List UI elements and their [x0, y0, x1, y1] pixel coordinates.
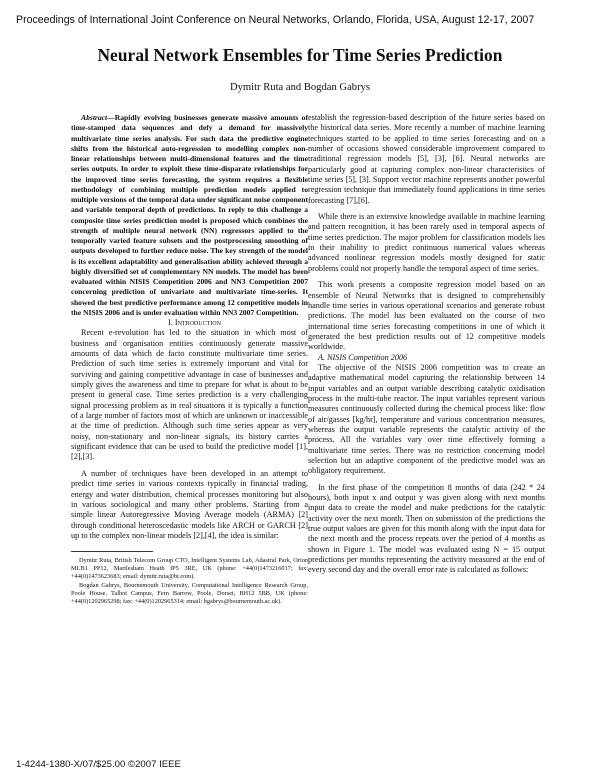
paper-title: Neural Network Ensembles for Time Series Prediction — [97, 45, 503, 65]
paper-authors: Dymitr Ruta and Bogdan Gabrys — [229, 82, 371, 93]
subsection-paragraph: In the first phase of the competition 8 months of data (242 * 24 hours), both input x and output y was given along with next months input data to create the model and make predictions for the catalytic activity over the next month. Then on submission of the predictions the true output values are given for this month along with the input data for the next month and the process repeats over the period of 4 months as shown in Figure 1. The model was evaluated using N = 15 output predictions per months representing the activity measured at the end of every second day and the overall error rate is calculated as follows: — [308, 482, 545, 575]
footnote-rule — [71, 551, 153, 552]
footnote-ruta: Dymitr Ruta, British Telecom Group CTO, Intelligent Systems Lab, Adastral Park, Orion MLB1 PP12, Martlesham Heath IP5 3RE, UK (phone: +44(0)1473216017; fax: +44(0)1473623683; email: dymitr.ruta@bt.com). — [71, 557, 308, 581]
right-column — [308, 113, 545, 576]
intro-paragraph: Recent e-revolution has led to the situation in which most of business and organisation entities continuously generate massive amounts of data which de facto constitute multivariate time series. Prediction of such time series is extremely important and vital for surviving and gaining competitive advantage in case of businesses and simply gives the awareness and time to prepare for what is about to be present in general case. Time series prediction is a very challenging signal processing problem as in real situations it is typically a function of a large number of factors most of which are unknown or inaccessible at the time of prediction. Although such time series appear as very noisy, non-stationary and non-linear signals, its history carries a significant evidence that can be used to build the predictive model [1],[2],[3]. — [71, 328, 308, 462]
body-paragraph: This work presents a composite regression model based on an ensemble of Neural Networks that is designed to comprehensibly handle time series in various operational scenarios and generate robust predictions. The model has been evaluated on the course of two international time series forecasting competitions in one of which it generated the best prediction results out of 12 competitive models worldwide. — [308, 280, 545, 352]
body-paragraph: establish the regression-based description of the future series based on the historical data series. More recently a number of machine learning techniques started to be applied to time series forecasting and on a number of occasions showed considerable improvement compared to traditional regression models [5], [3], [6]. Neural networks are particularly good at capturing complex non-linear characteristics of time series [5], [3]. Support vector machine represents another powerful regression technique that immediately found applications in time series forecasting [7],[6]. — [308, 113, 545, 205]
abstract-dash: — — [107, 113, 115, 122]
intro-paragraph: A number of techniques have been developed in an attempt to predict time series in various contexts typically in financial trading, energy and water distribution, chemical processes monitoring but also in various sociological and many other problems. Starting from a simple linear Autoregressive Moving Average models (ARMA) [2] through conditional heteroscedastic models like ARCH or GARCH [2] up to the complex non-linear models [2],[4], the idea is similar: — [71, 468, 308, 540]
abstract-text: Rapidly evolving businesses generate massive amounts of time-stamped data sequences and defy a demand for massively multivariate time series analysis. For such data the predictive engine shifts from the historical auto-regression to modelling complex non-linear relationships between multi-dimensional features and the time series outputs. In order to exploit these time-disparate relationships for the improved time series forecasting, the system requires a flexible methodology of combining multiple prediction models applied to multiple versions of the temporal data under significant noise component and variable temporal depth of predictions. In reply to this challenge a composite time series prediction model is proposed which combines the strength of multiple neural network (NN) regressors applied to the temporally varied feature subsets and the postprocessing smoothing of outputs developed to further reduce noise. The key strength of the model is its excellent adaptability and generalisation ability achieved through a highly diversified set of complementary NN models. The model has been evaluated within NISIS Competition 2006 and NN3 Competition 2007 concerning prediction of univariate and multivariate time-series. It showed the best predictive performance among 12 competitive models in the NISIS 2006 and is under evaluation within NN3 2007 Competition. — [71, 113, 308, 317]
footnotes — [71, 557, 308, 606]
abstract — [71, 113, 308, 318]
footnote-gabrys: Bogdan Gabrys, Bournemouth University, Computational Intelligence Research Group, Poole House, Talbot Campus, Fern Barrow, Poole, Dorset, BH12 5BB, UK (phone: +44(0)1202965298; fax: +44(0)1202965314; email: bgabrys@bournemouth.ac.uk). — [71, 581, 308, 605]
body-paragraph: While there is an extensive knowledge available in machine learning and pattern recognition, it has been rarely used in temporal aspects of time series prediction. The major problem for classification models lies in their inability to predict continuous numerical values whereas advanced nonlinear regression models mostly designed for static problems could not properly handle the temporal aspect of time series. — [308, 212, 545, 273]
subsection-paragraph: The objective of the NISIS 2006 competition was to create an adaptive mathematical model capturing the relationship between 14 input variables and an output variable describing catalytic oxidisation process in the multi-tube reactor. The input variables represent various measures continuously collected during the chemical process like: flow of air/gasses [kg/hr], temperature and various concentration measures, whereas the output variable represents the catalytic activity of the process. All the variables vary over time effectively forming a multivariate time series. There was no restriction concerning model selection but an adaptive component of the predictive model was an obligatory requirement. — [308, 362, 545, 476]
copyright-line: 1-4244-1380-X/07/$25.00 ©2007 IEEE — [16, 759, 181, 770]
abstract-lead: Abstract — [81, 113, 108, 122]
section-heading-introduction: I. Introduction — [168, 318, 221, 327]
left-column — [71, 113, 308, 606]
subsection-heading-nisis: A. NISIS Competition 2006 — [318, 352, 408, 362]
conference-header: Proceedings of International Joint Conference on Neural Networks, Orlando, Florida, USA, August 12-17, 2007 — [16, 14, 535, 26]
